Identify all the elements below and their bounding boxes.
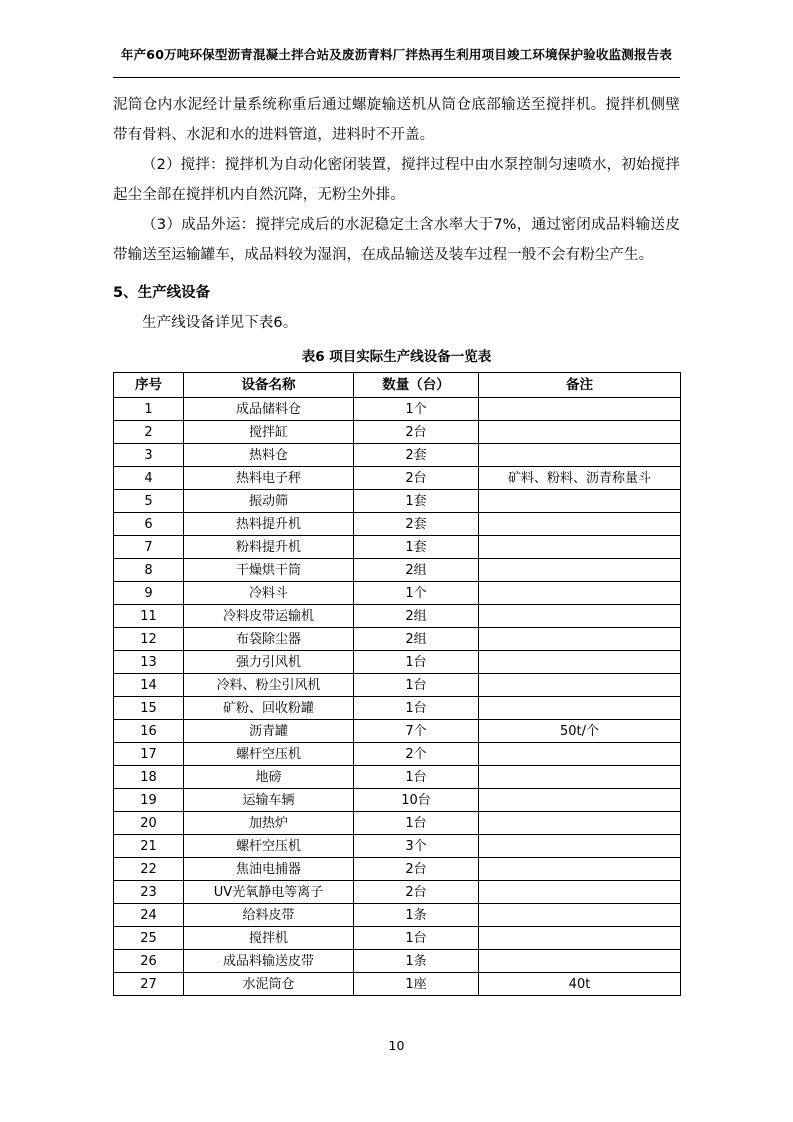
cell-index: 12	[114, 628, 184, 651]
cell-quantity: 2套	[354, 444, 479, 467]
cell-quantity: 7个	[354, 720, 479, 743]
cell-remark	[479, 490, 681, 513]
cell-index: 2	[114, 421, 184, 444]
table-row	[114, 858, 681, 881]
cell-name: 地磅	[184, 766, 354, 789]
cell-remark	[479, 743, 681, 766]
cell-name: 矿粉、回收粉罐	[184, 697, 354, 720]
cell-name: 干燥烘干筒	[184, 559, 354, 582]
cell-remark	[479, 582, 681, 605]
cell-name: 螺杆空压机	[184, 743, 354, 766]
cell-index: 23	[114, 881, 184, 904]
cell-name: 热料仓	[184, 444, 354, 467]
cell-name: 螺杆空压机	[184, 835, 354, 858]
cell-index: 7	[114, 536, 184, 559]
table-row	[114, 513, 681, 536]
cell-index: 5	[114, 490, 184, 513]
cell-remark	[479, 858, 681, 881]
cell-remark	[479, 444, 681, 467]
cell-index: 22	[114, 858, 184, 881]
table-row	[114, 950, 681, 973]
cell-remark	[479, 559, 681, 582]
cell-name: 给料皮带	[184, 904, 354, 927]
table-row	[114, 973, 681, 996]
cell-name: 粉料提升机	[184, 536, 354, 559]
cell-index: 19	[114, 789, 184, 812]
cell-name: 水泥筒仓	[184, 973, 354, 996]
cell-index: 24	[114, 904, 184, 927]
cell-quantity: 1个	[354, 398, 479, 421]
table-row	[114, 674, 681, 697]
paragraph-3: （3）成品外运：搅拌完成后的水泥稳定土含水率大于7%，通过密闭成品料输送皮带输送至运输罐车，成品料较为湿润，在成品输送及装车过程一般不会有粉尘产生。	[113, 217, 680, 263]
table-row	[114, 881, 681, 904]
cell-index: 1	[114, 398, 184, 421]
table-row	[114, 904, 681, 927]
cell-quantity: 2组	[354, 559, 479, 582]
cell-quantity: 10台	[354, 789, 479, 812]
table-caption: 表6 项目实际生产线设备一览表	[301, 349, 492, 365]
cell-quantity: 1台	[354, 651, 479, 674]
cell-name: 成品料输送皮带	[184, 950, 354, 973]
table-row	[114, 628, 681, 651]
header-divider	[113, 77, 680, 78]
table-row	[114, 927, 681, 950]
table-row	[114, 444, 681, 467]
cell-quantity: 1台	[354, 927, 479, 950]
cell-quantity: 2个	[354, 743, 479, 766]
cell-index: 8	[114, 559, 184, 582]
cell-quantity: 1台	[354, 812, 479, 835]
cell-index: 6	[114, 513, 184, 536]
cell-remark	[479, 904, 681, 927]
table-row	[114, 789, 681, 812]
cell-quantity: 1套	[354, 490, 479, 513]
cell-name: 冷料斗	[184, 582, 354, 605]
cell-name: 运输车辆	[184, 789, 354, 812]
cell-remark: 40t	[479, 973, 681, 996]
table-row	[114, 651, 681, 674]
col-header-index: 序号	[114, 373, 184, 398]
cell-name: 热料提升机	[184, 513, 354, 536]
cell-remark	[479, 697, 681, 720]
col-header-remark: 备注	[479, 373, 681, 398]
table-row	[114, 536, 681, 559]
paragraph-2: （2）搅拌：搅拌机为自动化密闭装置，搅拌过程中由水泵控制匀速喷水，初始搅拌起尘全部在搅拌机内自然沉降，无粉尘外排。	[113, 157, 680, 203]
table-header-row	[114, 373, 681, 398]
cell-remark	[479, 927, 681, 950]
cell-index: 3	[114, 444, 184, 467]
cell-index: 27	[114, 973, 184, 996]
cell-remark	[479, 766, 681, 789]
cell-name: 搅拌缸	[184, 421, 354, 444]
cell-index: 9	[114, 582, 184, 605]
cell-remark: 50t/个	[479, 720, 681, 743]
cell-remark	[479, 789, 681, 812]
table-row	[114, 720, 681, 743]
cell-remark	[479, 651, 681, 674]
table-row	[114, 812, 681, 835]
table-row	[114, 559, 681, 582]
page-content	[113, 90, 680, 996]
cell-remark: 矿料、粉料、沥青称量斗	[479, 467, 681, 490]
table-row	[114, 743, 681, 766]
cell-quantity: 1台	[354, 674, 479, 697]
cell-quantity: 1台	[354, 697, 479, 720]
table-row	[114, 467, 681, 490]
cell-index: 14	[114, 674, 184, 697]
cell-index: 25	[114, 927, 184, 950]
table-row	[114, 398, 681, 421]
cell-index: 13	[114, 651, 184, 674]
cell-index: 11	[114, 605, 184, 628]
cell-name: UV光氧静电等离子	[184, 881, 354, 904]
cell-index: 15	[114, 697, 184, 720]
cell-quantity: 2台	[354, 467, 479, 490]
cell-quantity: 1个	[354, 582, 479, 605]
cell-remark	[479, 674, 681, 697]
col-header-quantity: 数量（台）	[354, 373, 479, 398]
cell-name: 强力引风机	[184, 651, 354, 674]
table-row	[114, 605, 681, 628]
col-header-name: 设备名称	[184, 373, 354, 398]
table-row	[114, 421, 681, 444]
cell-remark	[479, 950, 681, 973]
page-header: 年产60万吨环保型沥青混凝土拌合站及废沥青料厂拌热再生利用项目竣工环境保护验收监测报告表	[120, 47, 673, 62]
cell-remark	[479, 398, 681, 421]
cell-remark	[479, 513, 681, 536]
table-row	[114, 766, 681, 789]
cell-index: 26	[114, 950, 184, 973]
table-row	[114, 490, 681, 513]
cell-remark	[479, 628, 681, 651]
paragraph-1: 泥筒仓内水泥经计量系统称重后通过螺旋输送机从筒仓底部输送至搅拌机。搅拌机侧壁带有骨料、水泥和水的进料管道，进料时不开盖。	[113, 97, 680, 143]
cell-name: 沥青罐	[184, 720, 354, 743]
cell-remark	[479, 881, 681, 904]
cell-index: 18	[114, 766, 184, 789]
cell-name: 焦油电捕器	[184, 858, 354, 881]
cell-name: 冷料、粉尘引风机	[184, 674, 354, 697]
cell-quantity: 1座	[354, 973, 479, 996]
cell-index: 16	[114, 720, 184, 743]
cell-quantity: 1条	[354, 950, 479, 973]
table-body	[114, 398, 681, 996]
cell-name: 热料电子秤	[184, 467, 354, 490]
cell-name: 搅拌机	[184, 927, 354, 950]
cell-name: 成品储料仓	[184, 398, 354, 421]
cell-remark	[479, 835, 681, 858]
cell-quantity: 2台	[354, 858, 479, 881]
table-row	[114, 582, 681, 605]
section-title: 5、生产线设备	[113, 285, 211, 301]
cell-remark	[479, 812, 681, 835]
cell-name: 振动筛	[184, 490, 354, 513]
cell-quantity: 2组	[354, 605, 479, 628]
cell-quantity: 1条	[354, 904, 479, 927]
cell-name: 冷料皮带运输机	[184, 605, 354, 628]
cell-quantity: 2台	[354, 881, 479, 904]
cell-index: 17	[114, 743, 184, 766]
cell-index: 21	[114, 835, 184, 858]
cell-quantity: 3个	[354, 835, 479, 858]
cell-remark	[479, 536, 681, 559]
table-row	[114, 835, 681, 858]
equipment-table	[113, 372, 681, 996]
cell-quantity: 1套	[354, 536, 479, 559]
cell-name: 布袋除尘器	[184, 628, 354, 651]
cell-name: 加热炉	[184, 812, 354, 835]
table-row	[114, 697, 681, 720]
section-intro: 生产线设备详见下表6。	[142, 315, 298, 331]
page-number: 10	[388, 1038, 405, 1053]
cell-quantity: 1台	[354, 766, 479, 789]
cell-remark	[479, 605, 681, 628]
cell-index: 4	[114, 467, 184, 490]
cell-index: 20	[114, 812, 184, 835]
cell-remark	[479, 421, 681, 444]
cell-quantity: 2组	[354, 628, 479, 651]
cell-quantity: 2套	[354, 513, 479, 536]
cell-quantity: 2台	[354, 421, 479, 444]
